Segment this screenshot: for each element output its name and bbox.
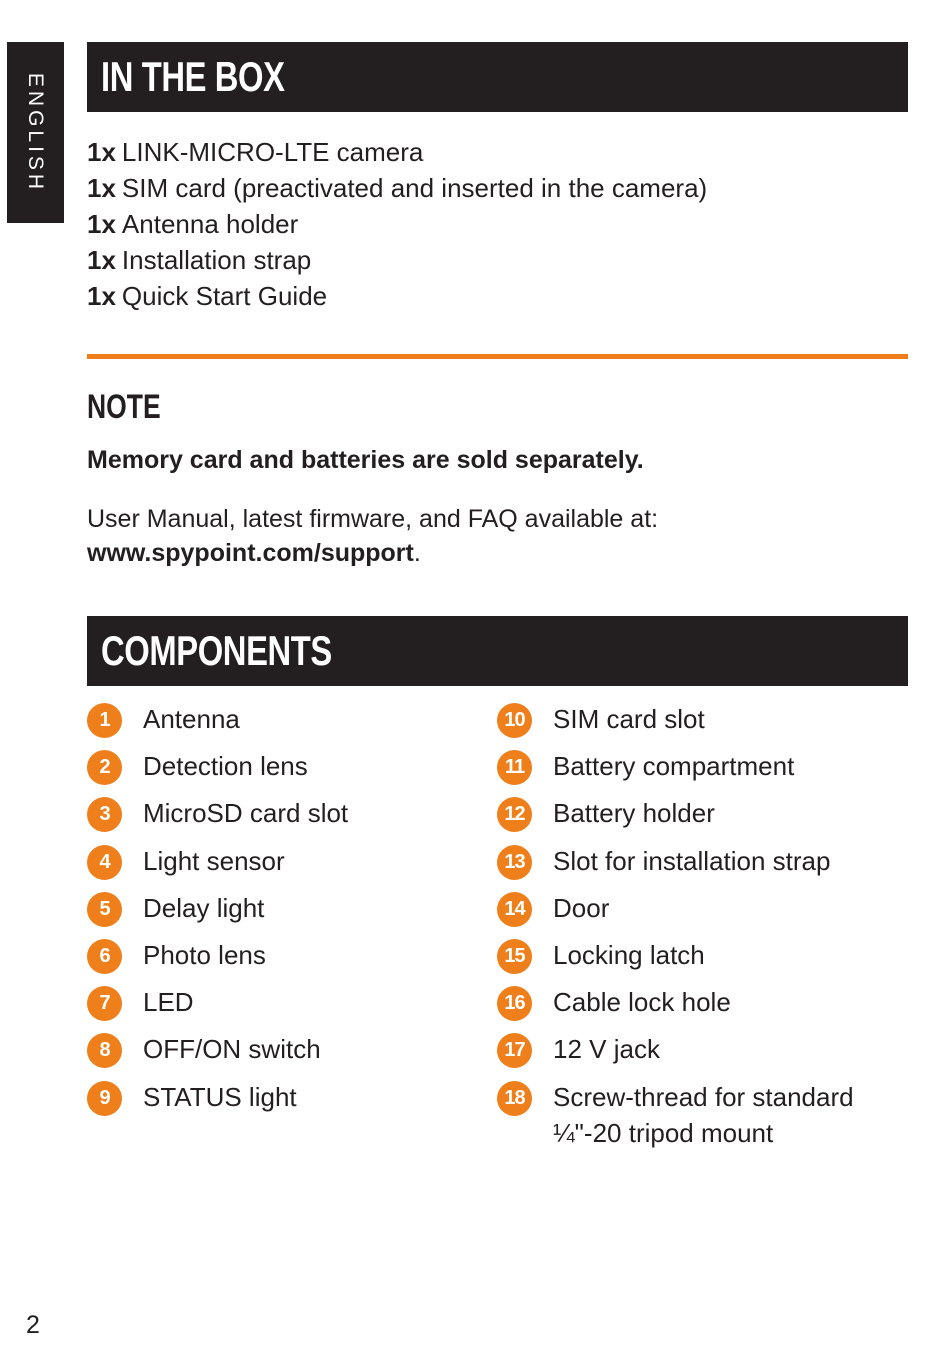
component-item	[497, 843, 854, 880]
component-label	[553, 1079, 854, 1151]
item-quantity: 1x	[87, 137, 116, 167]
component-item	[87, 843, 348, 880]
component-label: Light sensor	[143, 845, 285, 876]
note-text: User Manual, latest firmware, and FAQ available at:	[87, 505, 659, 533]
component-item	[87, 748, 348, 785]
components-list-left	[87, 701, 348, 1126]
list-item	[87, 242, 707, 278]
in-the-box-title: IN THE BOX	[101, 53, 285, 100]
components-header	[87, 616, 908, 686]
component-item	[497, 748, 854, 785]
component-label-line2: ¼"-20 tripod mount	[553, 1117, 774, 1148]
in-the-box-header	[87, 42, 908, 112]
section-divider	[87, 354, 908, 359]
component-item	[497, 701, 854, 738]
item-text: LINK-MICRO-LTE camera	[121, 137, 424, 167]
component-label: STATUS light	[143, 1081, 297, 1112]
number-badge: 12	[497, 797, 532, 832]
component-label: Locking latch	[553, 939, 705, 970]
number-badge: 17	[497, 1033, 532, 1068]
component-label: 12 V jack	[553, 1034, 660, 1065]
component-label: Delay light	[143, 892, 265, 923]
component-item	[87, 1031, 348, 1068]
component-item	[497, 1031, 854, 1068]
language-tab	[7, 42, 64, 223]
item-text: Antenna holder	[121, 209, 299, 239]
note-bold-text: Memory card and batteries are sold separately.	[87, 446, 644, 474]
item-text: Quick Start Guide	[121, 281, 328, 311]
component-label: Antenna	[143, 704, 240, 734]
components-list-right	[497, 701, 854, 1161]
page-number: 2	[26, 1311, 40, 1339]
number-badge: 9	[87, 1081, 122, 1116]
list-item	[87, 134, 707, 170]
component-label: MicroSD card slot	[143, 798, 349, 829]
number-badge: 6	[87, 939, 122, 974]
in-the-box-list	[87, 134, 707, 314]
item-quantity: 1x	[87, 245, 116, 275]
note-title: NOTE	[87, 388, 161, 426]
item-text: SIM card (preactivated and inserted in the camera)	[121, 173, 708, 203]
component-label: Battery holder	[553, 798, 715, 829]
language-tab-label: ENGLISH	[24, 72, 48, 193]
list-item	[87, 170, 707, 206]
number-badge: 3	[87, 797, 122, 832]
number-badge: 13	[497, 845, 532, 880]
number-badge: 4	[87, 845, 122, 880]
number-badge: 15	[497, 939, 532, 974]
component-item	[87, 937, 348, 974]
component-item	[87, 1079, 348, 1116]
number-badge: 10	[497, 703, 532, 738]
component-item	[497, 984, 854, 1021]
number-badge: 1	[87, 703, 122, 738]
item-quantity: 1x	[87, 209, 116, 239]
list-item	[87, 206, 707, 242]
list-item	[87, 278, 707, 314]
component-label: LED	[143, 987, 194, 1018]
url-suffix: .	[413, 539, 421, 567]
component-item	[497, 890, 854, 927]
component-item	[497, 795, 854, 832]
component-label: Photo lens	[143, 939, 266, 970]
component-label: SIM card slot	[553, 704, 705, 734]
support-url[interactable]: www.spypoint.com/support	[87, 539, 414, 567]
component-label: OFF/ON switch	[143, 1034, 321, 1065]
number-badge: 16	[497, 986, 532, 1021]
component-item	[497, 937, 854, 974]
component-label: Battery compartment	[553, 751, 795, 782]
component-label-line1: Screw-thread for standard	[553, 1081, 854, 1112]
number-badge: 11	[497, 750, 532, 785]
number-badge: 18	[497, 1081, 532, 1116]
component-item	[87, 890, 348, 927]
number-badge: 7	[87, 986, 122, 1021]
number-badge: 2	[87, 750, 122, 785]
component-item	[87, 984, 348, 1021]
number-badge: 14	[497, 892, 532, 927]
component-item	[87, 701, 348, 738]
component-label: Cable lock hole	[553, 987, 731, 1018]
component-label: Door	[553, 892, 610, 923]
component-item	[497, 1079, 854, 1151]
item-quantity: 1x	[87, 281, 116, 311]
component-label: Detection lens	[143, 751, 308, 782]
component-item	[87, 795, 348, 832]
components-title: COMPONENTS	[101, 627, 332, 674]
number-badge: 5	[87, 892, 122, 927]
item-text: Installation strap	[121, 245, 312, 275]
item-quantity: 1x	[87, 173, 116, 203]
number-badge: 8	[87, 1033, 122, 1068]
note-text-block	[87, 502, 658, 570]
component-label: Slot for installation strap	[553, 845, 831, 876]
